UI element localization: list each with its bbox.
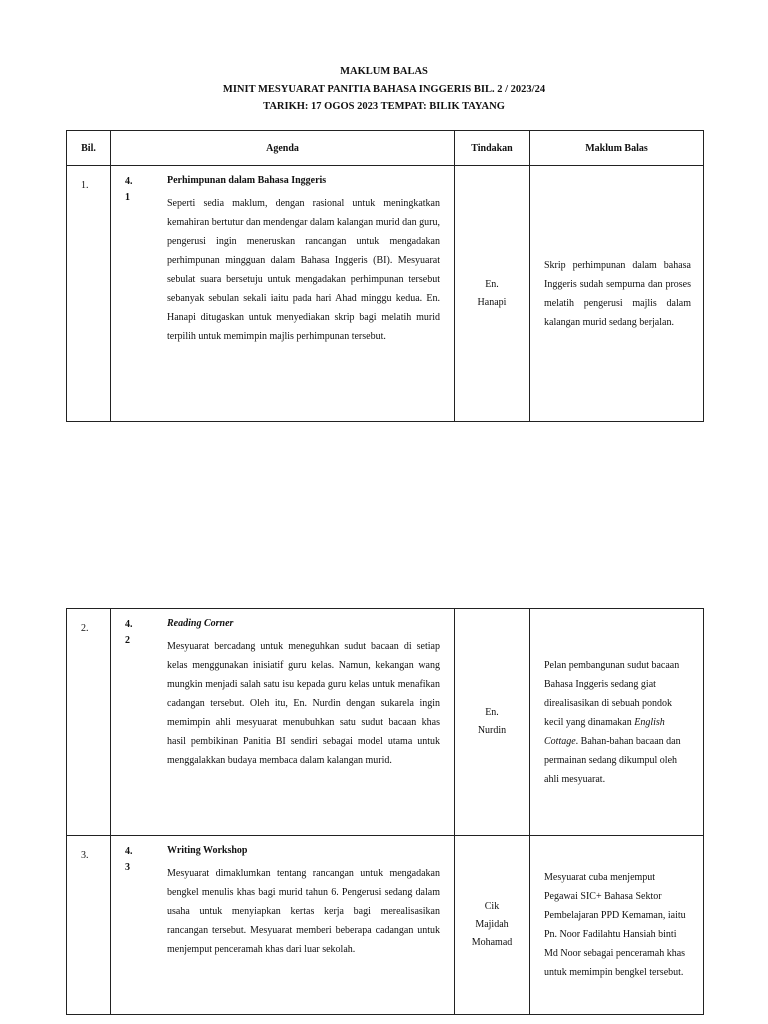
agenda-topic: Writing Workshop [167, 845, 248, 856]
row-number: 2. [67, 609, 111, 836]
action-owner: Cik Majidah Mohamad [455, 836, 530, 1015]
agenda-cell [111, 609, 455, 836]
column-header-bil: Bil. [67, 131, 111, 166]
table-row [67, 836, 704, 1015]
table-header-row [67, 131, 704, 166]
agenda-item-number: 4. 3 [125, 846, 133, 873]
column-header-tindakan: Tindakan [455, 131, 530, 166]
row-number: 1. [67, 166, 111, 422]
feedback-cell: Pelan pembangunan sudut bacaan Bahasa Inggeris sedang giat direalisasikan di sebuah pondok kecil yang dinamakan English Cottage. Bahan-bahan bacaan dan permainan sedang dikumpul oleh ahli mesyuarat. [530, 609, 704, 836]
agenda-item-number: 4. 1 [125, 176, 133, 203]
minutes-table-page-top [66, 130, 704, 422]
row-number: 3. [67, 836, 111, 1015]
minutes-table-page-bottom [66, 608, 704, 1015]
feedback-cell: Mesyuarat cuba menjemput Pegawai SIC+ Bahasa Sektor Pembelajaran PPD Kemaman, iaitu Pn. Noor Fadilahtu Hansiah binti Md Noor sebagai penceramah khas untuk memimpin bengkel tersebut. [530, 836, 704, 1015]
table-row [67, 166, 704, 422]
agenda-description: Mesyuarat bercadang untuk meneguhkan sudut bacaan di setiap kelas menggunakan inisiatif guru kelas. Namun, kekangan wang mungkin menjadi salah satu isu kepada guru kelas untuk menafikan cadangan tersebut. Oleh itu, En. Nurdin dengan sukarela ingin memimpin ahli mesyuarat menubuhkan satu sudut bacaan khas hasil pembikinan Panitia BI sendiri sebagai model utama untuk menggalakkan budaya membaca dalam kalangan murid. [167, 641, 440, 766]
action-owner: En. Nurdin [455, 609, 530, 836]
document-subtitle: MINIT MESYUARAT PANITIA BAHASA INGGERIS BIL. 2 / 2023/24 [222, 84, 546, 95]
feedback-cell: Skrip perhimpunan dalam bahasa Inggeris sudah sempurna dan proses melatih pengerusi majlis dalam kalangan murid sedang berjalan. [530, 166, 704, 422]
agenda-description: Mesyuarat dimaklumkan tentang rancangan untuk mengadakan bengkel menulis khas bagi murid tahun 6. Pengerusi sedang dalam usaha untuk menyiapkan kertas kerja bagi merealisasikan rancangan tersebut. Mesyuarat memberi beberapa cadangan untuk menjemput penceramah khas dari luar sekolah. [167, 868, 440, 955]
document-title: MAKLUM BALAS [340, 66, 428, 77]
meeting-date-venue: TARIKH: 17 OGOS 2023 TEMPAT: BILIK TAYANG [263, 101, 505, 112]
column-header-maklum-balas: Maklum Balas [530, 131, 704, 166]
english-cottage-name: English Cottage [544, 716, 665, 747]
table-row [67, 609, 704, 836]
agenda-item-number: 4. 2 [125, 619, 133, 646]
action-owner: En. Hanapi [455, 166, 530, 422]
agenda-description: Seperti sedia maklum, dengan rasional untuk meningkatkan kemahiran bertutur dan mendengar dalam kalangan murid dan guru, pengerusi ingin meneruskan rancangan untuk mengadakan perhimpunan mingguan dalam Bahasa Inggeris (BI). Mesyuarat sebulat suara bersetuju untuk mengadakan perhimpunan tersebut sebanyak sebulan sekali iaitu pada hari Ahad minggu kedua. En. Hanapi ditugaskan untuk menyediakan skrip bagi melatih murid terpilih untuk memimpin majlis perhimpunan tersebut. [167, 198, 440, 342]
agenda-topic: Reading Corner [167, 618, 234, 629]
agenda-cell [111, 836, 455, 1015]
agenda-topic: Perhimpunan dalam Bahasa Inggeris [167, 175, 327, 186]
agenda-cell [111, 166, 455, 422]
column-header-agenda: Agenda [111, 131, 455, 166]
